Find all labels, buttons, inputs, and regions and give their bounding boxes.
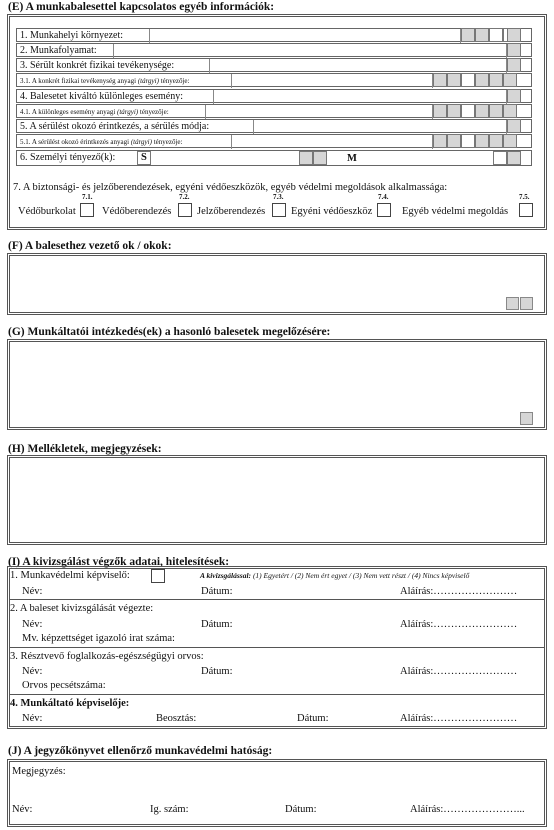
row-personal-factors <box>16 150 532 166</box>
q7-3-num: 7.3. <box>273 193 284 201</box>
code-cell[interactable] <box>493 151 507 165</box>
code-cell[interactable] <box>489 134 503 148</box>
code-cell[interactable] <box>507 43 521 57</box>
name-label: Név: <box>22 713 43 724</box>
q7-1-num: 7.1. <box>82 193 93 201</box>
code-cell[interactable] <box>489 104 503 118</box>
row-label: 3.1. A konkrét fizikai tevékenység anyagi (tárgyi) tényezője: <box>20 77 190 85</box>
s-letter: S <box>141 152 147 163</box>
date-label: Dátum: <box>285 804 317 815</box>
code-cell[interactable] <box>520 412 533 425</box>
code-cell[interactable] <box>299 151 313 165</box>
row-label: 2. Munkafolyamat: <box>20 45 97 56</box>
row-label: 5.1. A sérülést okozó érintkezés anyagi (tárgyi) tényezője: <box>20 138 183 146</box>
row-work-process <box>16 43 532 57</box>
stamp-number-label: Orvos pecsétszáma: <box>22 680 106 691</box>
row-activity-material-factor <box>16 73 532 87</box>
code-cell[interactable] <box>313 151 327 165</box>
q7-4-num: 7.4. <box>378 193 389 201</box>
section-j-frame <box>7 759 547 827</box>
code-cell[interactable] <box>461 28 475 42</box>
code-cell[interactable] <box>461 134 475 148</box>
date-label: Dátum: <box>201 666 233 677</box>
code-cell[interactable] <box>489 28 503 42</box>
date-label: Dátum: <box>201 586 233 597</box>
cause-textarea[interactable] <box>7 253 547 315</box>
divider <box>9 647 545 648</box>
labour-rep-checkbox[interactable] <box>151 569 165 583</box>
q7-label: 7. A biztonsági- és jelzőberendezések, egyéni védőeszközök, egyéb védelmi megoldások alkalmassága: <box>13 182 448 193</box>
code-cell[interactable] <box>507 28 521 42</box>
code-cell[interactable] <box>507 119 521 133</box>
q7-4-checkbox[interactable] <box>377 203 391 217</box>
section-h-title: (H) Mellékletek, megjegyzések: <box>8 443 162 455</box>
labour-rep-note <box>200 571 469 580</box>
investigator-label: 2. A baleset kivizsgálását végezte: <box>10 603 154 614</box>
q7-3-checkbox[interactable] <box>272 203 286 217</box>
code-cell[interactable] <box>433 73 447 87</box>
row-event-material-factor <box>16 104 532 118</box>
q7-2-label: Védőberendezés <box>102 206 172 217</box>
code-cell[interactable] <box>520 297 533 310</box>
code-cell[interactable] <box>475 73 489 87</box>
work-process-field[interactable] <box>113 44 507 58</box>
code-cell[interactable] <box>506 297 519 310</box>
name-label: Név: <box>12 804 33 815</box>
code-cell[interactable] <box>461 104 475 118</box>
s-code-box[interactable] <box>137 151 151 165</box>
code-cell[interactable] <box>507 151 521 165</box>
event-material-field[interactable] <box>205 105 433 119</box>
code-cell[interactable] <box>433 104 447 118</box>
row-label: 4. Balesetet kiváltó különleges esemény: <box>20 91 184 102</box>
code-cell[interactable] <box>507 58 521 72</box>
row-label: 4.1. A különleges esemény anyagi (tárgyi) tényezője: <box>20 108 169 116</box>
code-cell[interactable] <box>503 73 517 87</box>
row-work-environment <box>16 28 532 42</box>
note-rest: (1) Egyetért / (2) Nem ért egyet / (3) Nem vett részt / (4) Nincs képviselő <box>251 571 470 580</box>
section-g-title: (G) Munkáltatói intézkedés(ek) a hasonló balesetek megelőzésére: <box>8 326 331 338</box>
section-f-title: (F) A balesethez vezető ok / okok: <box>8 240 172 252</box>
signature-label: Aláírás:…………………… <box>400 586 518 597</box>
divider <box>9 694 545 695</box>
row-label: 1. Munkahelyi környezet: <box>20 30 124 41</box>
code-cell[interactable] <box>503 134 517 148</box>
code-cell[interactable] <box>447 134 461 148</box>
name-label: Név: <box>22 586 43 597</box>
q7-2-checkbox[interactable] <box>178 203 192 217</box>
q7-1-checkbox[interactable] <box>80 203 94 217</box>
date-label: Dátum: <box>297 713 329 724</box>
section-e-title: (E) A munkabalesettel kapcsolatos egyéb információk: <box>8 1 275 13</box>
code-cell[interactable] <box>507 89 521 103</box>
row-injury-contact <box>16 119 532 133</box>
contact-material-field[interactable] <box>231 135 433 149</box>
q7-3-label: Jelzőberendezés <box>197 206 266 217</box>
code-cell[interactable] <box>447 73 461 87</box>
physical-activity-field[interactable] <box>209 59 507 73</box>
note-head: A kivizsgálással: <box>200 571 252 580</box>
code-cell[interactable] <box>461 73 475 87</box>
code-cell[interactable] <box>475 134 489 148</box>
remark-label: Megjegyzés: <box>12 766 66 777</box>
code-cell[interactable] <box>475 28 489 42</box>
physician-label: 3. Résztvevő foglalkozás-egészségügyi orvos: <box>10 651 204 662</box>
row-label: 5. A sérülést okozó érintkezés, a sérülés módja: <box>20 121 210 132</box>
signature-label: Aláírás:…………………… <box>400 713 518 724</box>
id-number-label: Ig. szám: <box>150 804 189 815</box>
name-label: Név: <box>22 666 43 677</box>
activity-material-field[interactable] <box>231 74 433 88</box>
row-label: 6. Személyi tényező(k): <box>20 152 116 163</box>
row-label: 3. Sérült konkrét fizikai tevékenysége: <box>20 60 175 71</box>
date-label: Dátum: <box>201 619 233 630</box>
section-i-title: (I) A kivizsgálást végzők adatai, hitelesítések: <box>8 556 230 568</box>
signature-label: Aláírás:…………………... <box>410 804 525 815</box>
code-cell[interactable] <box>475 104 489 118</box>
section-j-title: (J) A jegyzőkönyvet ellenőrző munkavédelmi hatóság: <box>8 745 273 757</box>
injury-contact-field[interactable] <box>253 120 507 134</box>
q7-2-num: 7.2. <box>179 193 190 201</box>
labour-rep-label: 1. Munkavédelmi képviselő: <box>10 570 130 581</box>
code-cell[interactable] <box>489 73 503 87</box>
row-contact-material-factor <box>16 134 532 148</box>
signature-label: Aláírás:…………………… <box>400 619 518 630</box>
work-environment-field[interactable] <box>149 29 461 43</box>
code-cell[interactable] <box>503 104 517 118</box>
m-letter: M <box>347 153 357 164</box>
divider <box>9 599 545 600</box>
code-cell[interactable] <box>433 134 447 148</box>
q7-5-num: 7.5. <box>519 193 530 201</box>
attachments-textarea[interactable] <box>7 455 547 545</box>
signature-label: Aláírás:…………………… <box>400 666 518 677</box>
q7-1-label: Védőburkolat <box>18 206 76 217</box>
name-label: Név: <box>22 619 43 630</box>
row-special-event <box>16 89 532 103</box>
special-event-field[interactable] <box>213 90 507 104</box>
qualification-doc-label: Mv. képzettséget igazoló irat száma: <box>22 633 175 644</box>
code-cell[interactable] <box>447 104 461 118</box>
q7-4-label: Egyéni védőeszköz <box>291 206 373 217</box>
measures-textarea[interactable] <box>7 339 547 430</box>
employer-rep-label: 4. Munkáltató képviselője: <box>10 698 130 709</box>
q7-5-checkbox[interactable] <box>519 203 533 217</box>
q7-5-label: Egyéb védelmi megoldás <box>402 206 509 217</box>
position-label: Beosztás: <box>156 713 197 724</box>
row-physical-activity <box>16 58 532 72</box>
